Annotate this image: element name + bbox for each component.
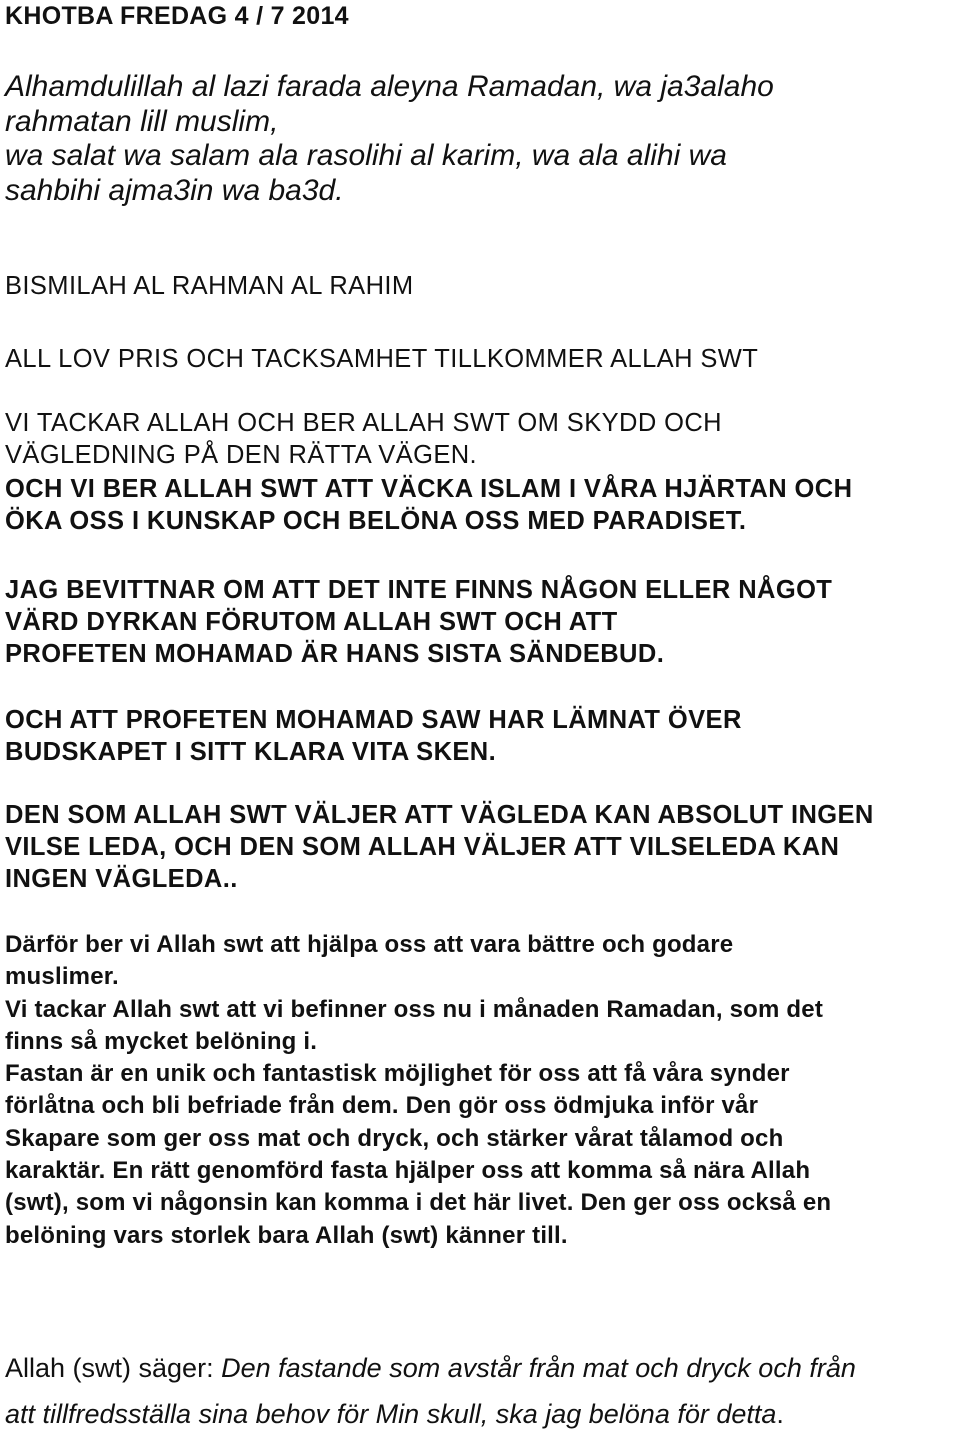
intro-line: sahbihi ajma3in wa ba3d. — [5, 173, 344, 207]
guidance-paragraph — [5, 799, 955, 895]
quote-text: att tillfredsställa sina behov för Min skull, ska jag belöna för detta — [5, 1399, 777, 1429]
body-line: Därför ber vi Allah swt att hjälpa oss att vara bättre och godare — [5, 931, 734, 958]
thanks-line: VI TACKAR ALLAH OCH BER ALLAH SWT OM SKYDD OCH — [5, 409, 722, 437]
quote-line — [5, 1345, 960, 1391]
bismillah-line: BISMILAH AL RAHMAN AL RAHIM — [5, 272, 414, 300]
shahada-line: VÄRD DYRKAN FÖRUTOM ALLAH SWT OCH ATT — [5, 608, 618, 636]
shahada-line: PROFETEN MOHAMAD ÄR HANS SISTA SÄNDEBUD. — [5, 640, 665, 668]
body-line: belöning vars storlek bara Allah (swt) känner till. — [5, 1221, 568, 1249]
thanks-paragraph — [5, 407, 955, 471]
intro-line: rahmatan lill muslim, — [5, 104, 279, 138]
message-line: OCH ATT PROFETEN MOHAMAD SAW HAR LÄMNAT ÖVER — [5, 706, 742, 734]
body-line: Skapare som ger oss mat och dryck, och stärker vårat tålamod och — [5, 1124, 784, 1152]
intro-line: wa salat wa salam ala rasolihi al karim, wa ala alihi wa — [5, 139, 727, 172]
awaken-paragraph — [5, 473, 955, 537]
body-line: förlåtna och bli befriade från dem. Den gör oss ödmjuka inför vår — [5, 1092, 759, 1120]
message-paragraph — [5, 704, 955, 768]
intro-dua — [5, 70, 955, 208]
guidance-line: VILSE LEDA, OCH DEN SOM ALLAH VÄLJER ATT VILSELEDA KAN — [5, 833, 840, 861]
body-line: Fastan är en unik och fantastisk möjlighet för oss att få våra synder — [5, 1060, 790, 1088]
hadith-quote — [5, 1345, 960, 1437]
praise-line: ALL LOV PRIS OCH TACKSAMHET TILLKOMMER ALLAH SWT — [5, 345, 759, 373]
quote-end: . — [776, 1399, 784, 1429]
body-line: (swt), som vi någonsin kan komma i det här livet. Den ger oss också en — [5, 1189, 832, 1217]
shahada-line: JAG BEVITTNAR OM ATT DET INTE FINNS NÅGON ELLER NÅGOT — [5, 576, 833, 604]
body-line: Vi tackar Allah swt att vi befinner oss nu i månaden Ramadan, som det — [5, 995, 824, 1023]
quote-line — [5, 1391, 960, 1437]
message-line: BUDSKAPET I SITT KLARA VITA SKEN. — [5, 738, 497, 766]
thanks-line: VÄGLEDNING PÅ DEN RÄTTA VÄGEN. — [5, 441, 478, 469]
quote-text: Den fastande som avstår från mat och dryck och från — [221, 1353, 856, 1383]
document-title: KHOTBA FREDAG 4 / 7 2014 — [5, 2, 349, 30]
body-paragraph — [5, 929, 955, 1252]
intro-line: Alhamdulillah al lazi farada aleyna Ramadan, wa ja3alaho — [5, 70, 774, 103]
body-line: finns så mycket belöning i. — [5, 1027, 318, 1055]
awaken-line: ÖKA OSS I KUNSKAP OCH BELÖNA OSS MED PARADISET. — [5, 507, 747, 535]
body-line: karaktär. En rätt genomförd fasta hjälper oss att komma så nära Allah — [5, 1157, 811, 1185]
guidance-line: INGEN VÄGLEDA.. — [5, 865, 238, 893]
body-line: muslimer. — [5, 963, 119, 991]
awaken-line: OCH VI BER ALLAH SWT ATT VÄCKA ISLAM I VÅRA HJÄRTAN OCH — [5, 475, 853, 503]
quote-speaker: Allah (swt) säger: — [5, 1353, 222, 1383]
guidance-line: DEN SOM ALLAH SWT VÄLJER ATT VÄGLEDA KAN ABSOLUT INGEN — [5, 801, 874, 829]
shahada-paragraph — [5, 574, 955, 670]
